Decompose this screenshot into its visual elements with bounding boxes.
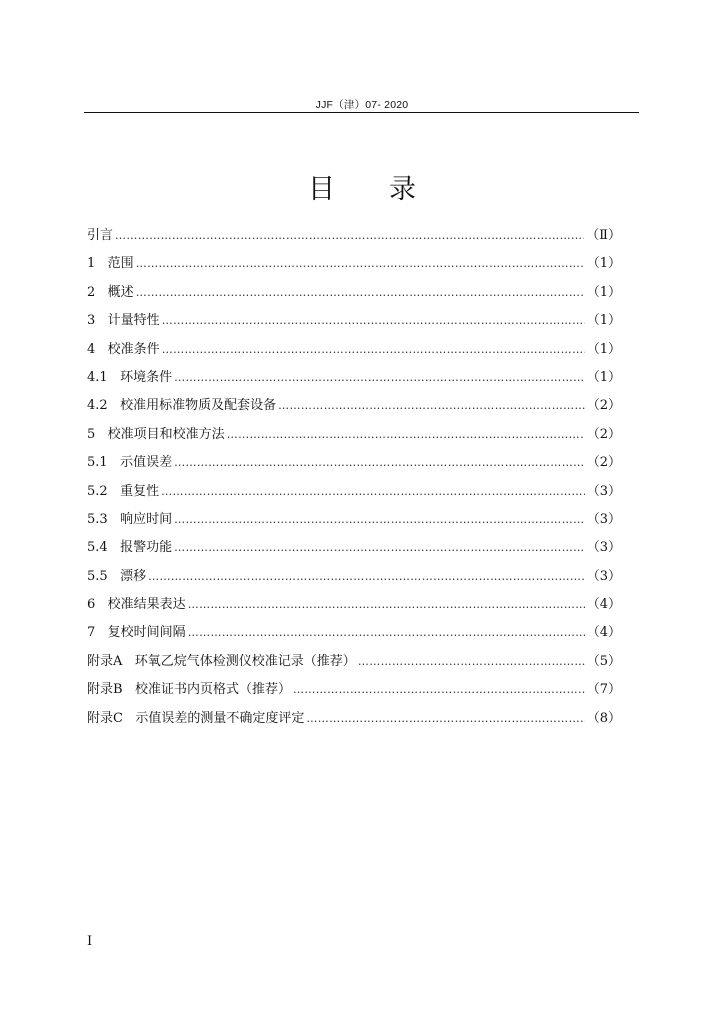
toc-entry-number: 1 — [87, 256, 108, 272]
toc-entry-label: 概述 — [107, 284, 134, 300]
toc-entry-number: 5.4 — [87, 540, 121, 556]
toc-leader-dots — [115, 222, 584, 250]
toc-entry-label: 漂移 — [120, 568, 147, 584]
toc-entry[interactable] — [87, 222, 621, 250]
toc-entry-page: （3） — [586, 511, 621, 527]
toc-entry-number: 5.5 — [87, 568, 121, 584]
toc-entry[interactable] — [87, 648, 621, 676]
toc-entry-page: （3） — [586, 540, 621, 556]
toc-entry-page: （7） — [586, 682, 621, 698]
toc-entry-number: 附录B — [87, 682, 135, 698]
toc-entry-page: （4） — [586, 597, 621, 613]
toc-entry-page: （1） — [586, 313, 621, 329]
toc-entry-label: 示值误差的测量不确定度评定 — [135, 710, 305, 726]
toc-entry-label: 计量特性 — [107, 313, 160, 329]
toc-entry-number: 5 — [87, 426, 108, 442]
toc-entry-page: （1） — [586, 284, 621, 300]
toc-leader-dots — [136, 250, 585, 278]
header-rule — [84, 112, 639, 113]
table-of-contents — [87, 222, 621, 733]
toc-leader-dots — [188, 619, 585, 647]
toc-entry-page: （4） — [586, 625, 621, 641]
toc-entry-label: 重复性 — [120, 483, 160, 499]
toc-leader-dots — [162, 307, 585, 335]
toc-entry-number: 附录C — [87, 710, 136, 726]
toc-entry-label: 校准证书内页格式（推荐） — [134, 682, 291, 698]
toc-entry-label: 引言 — [87, 228, 114, 243]
toc-entry[interactable] — [87, 534, 621, 562]
toc-entry-page: （1） — [586, 341, 621, 357]
toc-entry-page: （2） — [586, 398, 621, 414]
toc-leader-dots — [227, 421, 585, 449]
toc-entry-page: （2） — [586, 426, 621, 442]
toc-entry[interactable] — [87, 619, 621, 647]
toc-leader-dots — [174, 449, 585, 477]
toc-leader-dots — [293, 676, 585, 704]
toc-entry[interactable] — [87, 676, 621, 704]
toc-entry-label: 校准条件 — [107, 341, 160, 357]
toc-entry[interactable] — [87, 478, 621, 506]
title-char-1: 目 — [308, 174, 335, 205]
toc-entry-number: 4.1 — [87, 369, 121, 385]
toc-entry-page: （3） — [586, 568, 621, 584]
document-code-header: JJF（津）07- 2020 — [315, 99, 409, 111]
toc-entry-label: 范围 — [107, 256, 134, 272]
toc-entry-number: 5.2 — [87, 483, 121, 499]
toc-entry-page: （1） — [586, 256, 621, 272]
toc-entry-number: 7 — [87, 625, 108, 641]
title-char-2: 录 — [389, 174, 416, 205]
toc-entry-number: 3 — [87, 313, 108, 329]
toc-entry-number: 2 — [87, 284, 108, 300]
toc-entry[interactable] — [87, 506, 621, 534]
toc-leader-dots — [174, 364, 585, 392]
toc-leader-dots — [278, 392, 585, 420]
toc-leader-dots — [174, 534, 585, 562]
toc-entry-page: （1） — [586, 369, 621, 385]
toc-entry[interactable] — [87, 392, 621, 420]
toc-entry[interactable] — [87, 279, 621, 307]
toc-leader-dots — [162, 336, 585, 364]
toc-entry-page: （Ⅱ） — [586, 228, 621, 243]
toc-entry[interactable] — [87, 421, 621, 449]
toc-leader-dots — [174, 506, 585, 534]
toc-entry-label: 复校时间间隔 — [107, 625, 186, 641]
toc-entry-label: 报警功能 — [120, 540, 173, 556]
toc-entry-label: 校准用标准物质及配套设备 — [120, 398, 277, 414]
toc-leader-dots — [136, 279, 585, 307]
toc-entry-page: （3） — [586, 483, 621, 499]
toc-entry-number: 5.3 — [87, 511, 121, 527]
toc-entry-label: 校准结果表达 — [107, 597, 186, 613]
toc-entry-label: 示值误差 — [120, 455, 173, 471]
toc-entry-number: 附录A — [87, 653, 135, 669]
page-number: I — [87, 934, 93, 949]
toc-entry[interactable] — [87, 336, 621, 364]
toc-entry-label: 环境条件 — [120, 369, 173, 385]
toc-entry-page: （5） — [586, 653, 621, 669]
toc-entry-number: 5.1 — [87, 455, 121, 471]
toc-entry[interactable] — [87, 364, 621, 392]
toc-entry[interactable] — [87, 563, 621, 591]
toc-entry-page: （8） — [586, 710, 621, 726]
toc-leader-dots — [306, 705, 584, 733]
toc-entry-number: 4 — [87, 341, 108, 357]
toc-leader-dots — [358, 648, 585, 676]
toc-leader-dots — [161, 478, 585, 506]
toc-entry-page: （2） — [586, 455, 621, 471]
toc-entry-number: 4.2 — [87, 398, 121, 414]
toc-entry[interactable] — [87, 307, 621, 335]
toc-entry[interactable] — [87, 705, 621, 733]
toc-entry[interactable] — [87, 250, 621, 278]
toc-entry-label: 响应时间 — [120, 511, 173, 527]
toc-entry[interactable] — [87, 591, 621, 619]
toc-leader-dots — [148, 563, 585, 591]
page-title — [0, 170, 724, 210]
toc-entry[interactable] — [87, 449, 621, 477]
toc-leader-dots — [188, 591, 585, 619]
toc-entry-label: 校准项目和校准方法 — [107, 426, 225, 442]
toc-entry-label: 环氧乙烷气体检测仪校准记录（推荐） — [134, 653, 356, 669]
toc-entry-number: 6 — [87, 597, 108, 613]
